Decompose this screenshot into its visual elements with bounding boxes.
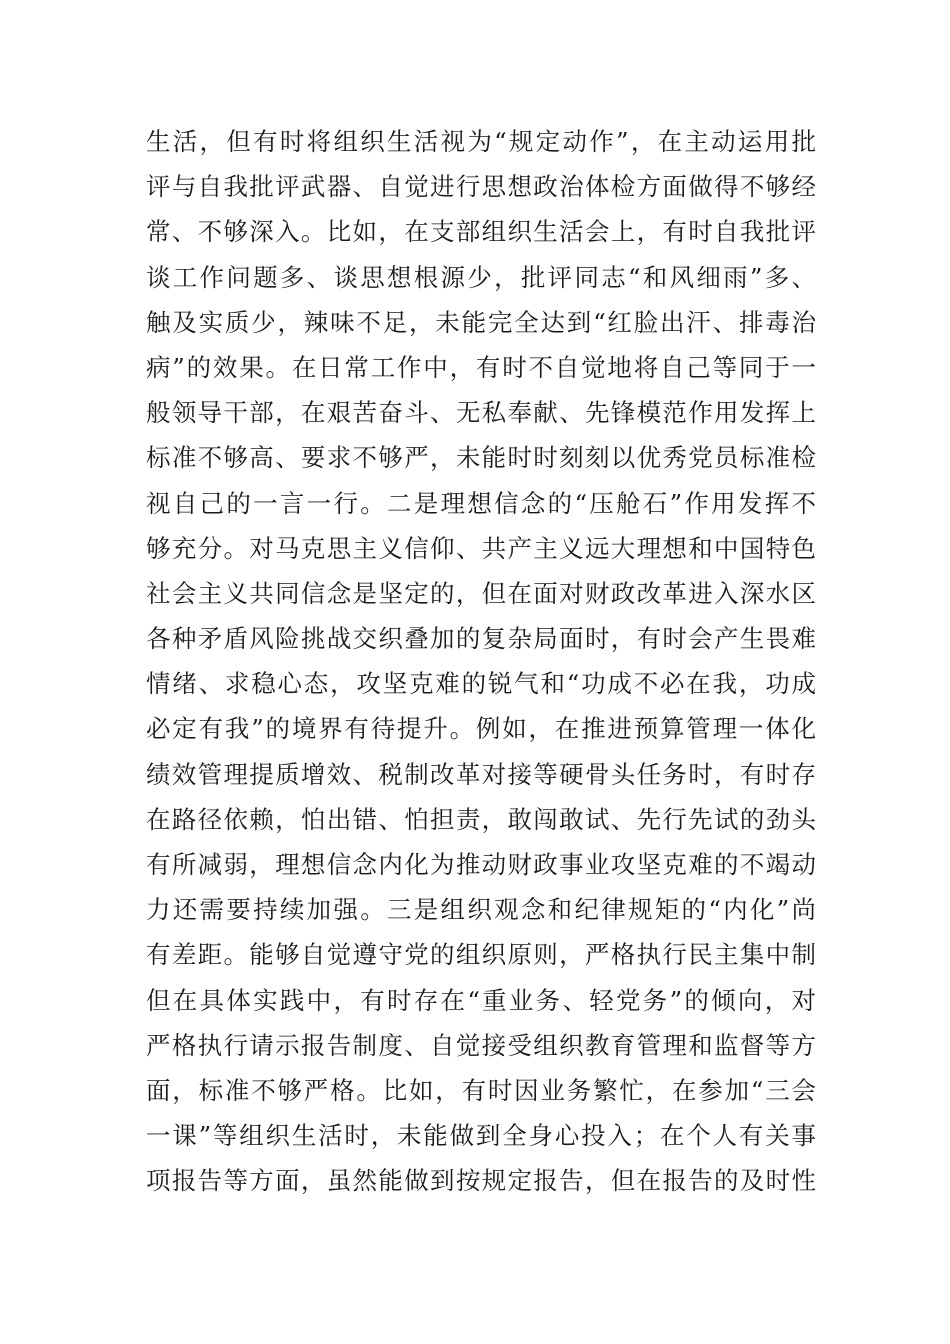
text-line: 严格执行请示报告制度、自觉接受组织教育管理和监督等方 <box>146 1030 816 1060</box>
text-line: 生活，但有时将组织生活视为“规定动作”，在主动运用批 <box>146 127 816 156</box>
text-line: 标准不够高、要求不够严，未能时时刻刻以优秀党员标准检 <box>146 443 816 473</box>
text-line: 评与自我批评武器、自觉进行思想政治体检方面做得不够经 <box>146 172 816 202</box>
text-line: 常、不够深入。比如，在支部组织生活会上，有时自我批评 <box>146 217 816 247</box>
text-line: 谈工作问题多、谈思想根源少，批评同志“和风细雨”多、 <box>146 262 816 292</box>
text-line: 各种矛盾风险挑战交织叠加的复杂局面时，有时会产生畏难 <box>146 624 816 654</box>
text-line: 有差距。能够自觉遵守党的组织原则，严格执行民主集中制 <box>146 940 816 970</box>
text-line: 般领导干部，在艰苦奋斗、无私奉献、先锋模范作用发挥上 <box>146 398 816 428</box>
text-line: 项报告等方面，虽然能做到按规定报告，但在报告的及时性 <box>146 1166 816 1196</box>
text-line: 力还需要持续加强。三是组织观念和纪律规矩的“内化”尚 <box>146 895 816 925</box>
text-line: 在路径依赖，怕出错、怕担责，敢闯敢试、先行先试的劲头 <box>146 804 816 834</box>
body-text <box>146 119 816 1204</box>
text-line: 有所减弱，理想信念内化为推动财政事业攻坚克难的不竭动 <box>146 850 816 879</box>
text-line: 病”的效果。在日常工作中，有时不自觉地将自己等同于一 <box>146 352 816 382</box>
text-line: 面，标准不够严格。比如，有时因业务繁忙，在参加“三会 <box>146 1075 816 1105</box>
text-line: 一课”等组织生活时，未能做到全身心投入；在个人有关事 <box>146 1121 816 1151</box>
text-line: 情绪、求稳心态，攻坚克难的锐气和“功成不必在我，功成 <box>146 669 816 699</box>
text-line: 但在具体实践中，有时存在“重业务、轻党务”的倾向，对 <box>146 985 816 1015</box>
text-line: 视自己的一言一行。二是理想信念的“压舱石”作用发挥不 <box>146 488 816 518</box>
text-line: 够充分。对马克思主义信仰、共产主义远大理想和中国特色 <box>146 533 816 563</box>
text-line: 社会主义共同信念是坚定的，但在面对财政改革进入深水区 <box>146 578 816 608</box>
text-line: 必定有我”的境界有待提升。例如，在推进预算管理一体化 <box>146 714 816 744</box>
text-line: 触及实质少，辣味不足，未能完全达到“红脸出汗、排毒治 <box>146 307 816 337</box>
text-line: 绩效管理提质增效、税制改革对接等硬骨头任务时，有时存 <box>146 759 816 789</box>
